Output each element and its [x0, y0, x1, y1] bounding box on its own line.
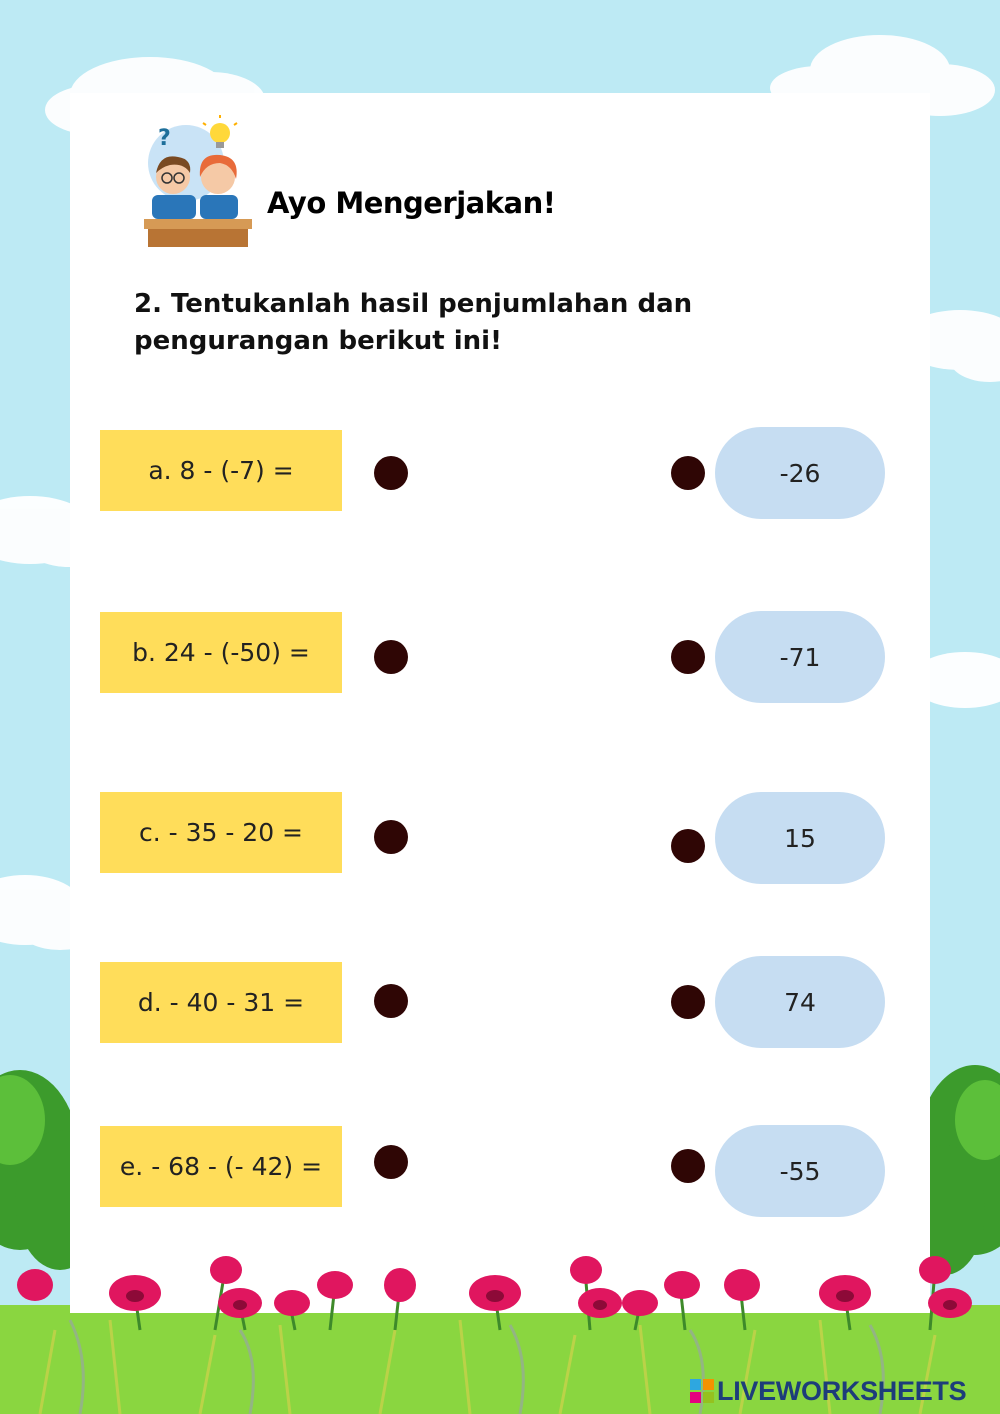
question-dot-e[interactable] [374, 1145, 408, 1179]
question-box-d: d. - 40 - 31 = [100, 962, 342, 1043]
question-dot-a[interactable] [374, 456, 408, 490]
question-box-b: b. 24 - (-50) = [100, 612, 342, 693]
kids-thinking-icon [140, 115, 256, 251]
liveworksheets-brand-text: LIVEWORKSHEETS [717, 1375, 967, 1406]
question-box-c: c. - 35 - 20 = [100, 792, 342, 873]
question-dot-b[interactable] [374, 640, 408, 674]
answer-dot-4[interactable] [671, 985, 705, 1019]
answer-dot-2[interactable] [671, 640, 705, 674]
svg-text:?: ? [158, 126, 171, 151]
answer-dot-3[interactable] [671, 829, 705, 863]
question-dot-d[interactable] [374, 984, 408, 1018]
answer-pill-3: 15 [715, 792, 885, 884]
answer-dot-1[interactable] [671, 456, 705, 490]
answer-pill-4: 74 [715, 956, 885, 1048]
question-dot-c[interactable] [374, 820, 408, 854]
liveworksheets-logo[interactable] [690, 1376, 966, 1406]
liveworksheets-mark-icon [690, 1379, 714, 1403]
answer-pill-1: -26 [715, 427, 885, 519]
answer-pill-2: -71 [715, 611, 885, 703]
worksheet-heading: Ayo Mengerjakan! [267, 186, 556, 220]
question-box-a: a. 8 - (-7) = [100, 430, 342, 511]
answer-pill-5: -55 [715, 1125, 885, 1217]
question-box-e: e. - 68 - (- 42) = [100, 1126, 342, 1207]
question-instruction: 2. Tentukanlah hasil penjumlahan dan pengurangan berikut ini! [134, 289, 693, 356]
answer-dot-5[interactable] [671, 1149, 705, 1183]
